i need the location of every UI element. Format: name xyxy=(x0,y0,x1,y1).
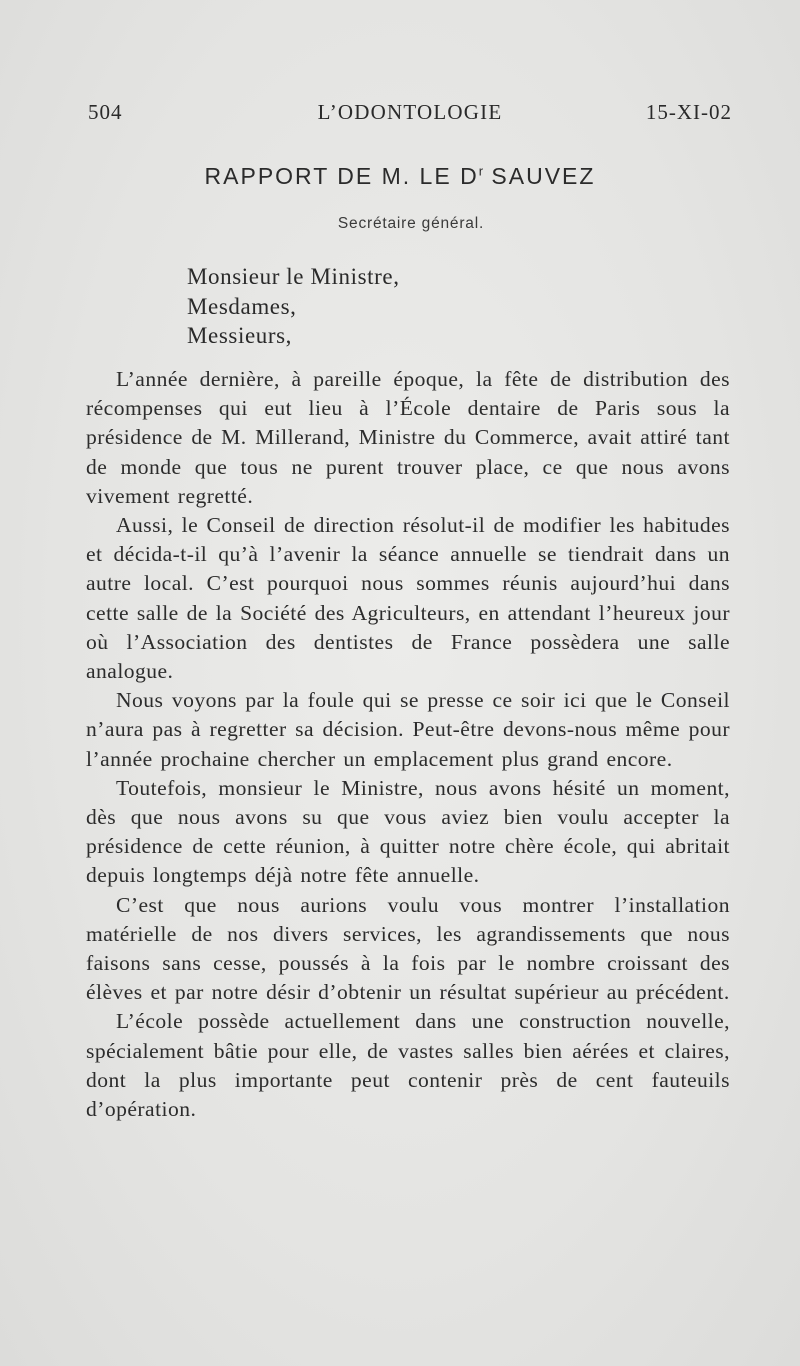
journal-title: L’ODONTOLOGIE xyxy=(317,100,503,124)
salutation-line: Monsieur le Ministre, xyxy=(187,264,400,289)
report-title-main: RAPPORT DE M. LE D xyxy=(204,163,479,189)
paragraph: Toutefois, monsieur le Ministre, nous avons hésité un moment, dès que nous avons su que vous aviez bien voulu accepter la présidence de cette réunion, à quitter notre chère école, qui abritait depuis longtemps déjà notre fête annuelle. xyxy=(86,775,730,888)
issue-date: 15-XI-02 xyxy=(645,100,732,124)
paragraph: L’année dernière, à pareille époque, la fête de distribution des récompenses qui eut lieu à l’École dentaire de Paris sous la présidence de M. Millerand, Ministre du Commerce, avait attiré tant de monde que tous ne purent trouver place, ce que nous avons vivement regretté. xyxy=(86,367,730,508)
page-number: 504 xyxy=(88,100,123,124)
running-head xyxy=(88,100,732,130)
report-subtitle: Secrétaire général. xyxy=(337,215,485,232)
report-title-superscript: r xyxy=(478,163,484,179)
salutation xyxy=(187,262,400,351)
body-text xyxy=(86,365,730,1124)
salutation-line: Mesdames, xyxy=(187,293,297,319)
paragraph: Nous voyons par la foule qui se presse ce soir ici que le Conseil n’aura pas à regretter sa décision. Peut-être devons-nous même pour l’année prochaine chercher un emplacement plus grand encore. xyxy=(86,688,730,771)
paragraph: C’est que nous aurions voulu vous montrer l’installation matérielle de nos divers services, les agrandissements que nous faisons sans cesse, poussés à la fois par le nombre croissant des élèves et par notre désir d’obtenir un résultat supérieur au précédent. xyxy=(86,892,730,1005)
paragraph: L’école possède actuellement dans une construction nouvelle, spécialement bâtie pour elle, de vastes salles bien aérées et claires, dont la plus importante peut contenir près de cent fauteuils d’opération. xyxy=(86,1009,730,1122)
salutation-line: Messieurs, xyxy=(187,323,293,348)
paragraph: Aussi, le Conseil de direction résolut-il de modifier les habitudes et décida-t-il qu’à l’avenir la séance annuelle se tiendrait dans un autre local. C’est pourquoi nous sommes réunis aujourd’hui dans cette salle de la Société des Agriculteurs, en attendant l’heureux jour où l’Association des dentistes de France possèdera une salle analogue. xyxy=(86,513,730,684)
report-title-name: SAUVEZ xyxy=(483,163,596,189)
report-title xyxy=(0,163,800,190)
